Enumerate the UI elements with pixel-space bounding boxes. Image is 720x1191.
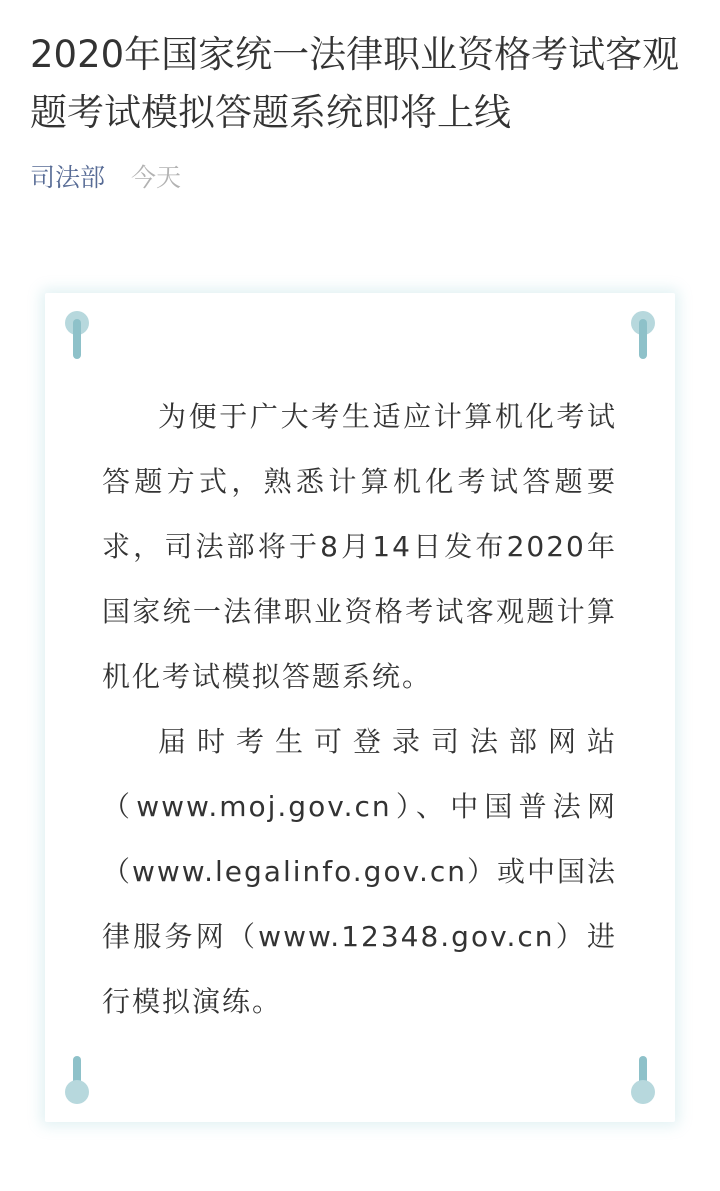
- pin-icon: [65, 311, 89, 377]
- notice-paragraph: 届时考生可登录司法部网站（www.moj.gov.cn）、中国普法网（www.legalinfo.gov.cn）或中国法律服务网（www.12348.gov.cn）进行模拟演练。: [102, 725, 618, 1018]
- pin-icon: [631, 311, 655, 377]
- article-title: 2020年国家统一法律职业资格考试客观题考试模拟答题系统即将上线: [30, 33, 680, 134]
- notice-card: [45, 293, 675, 1122]
- pin-icon: [631, 1038, 655, 1104]
- notice-paragraph: 为便于广大考生适应计算机化考试答题方式，熟悉计算机化考试答题要求，司法部将于8月14日发布2020年国家统一法律职业资格考试客观题计算机化考试模拟答题系统。: [102, 400, 617, 693]
- article-meta: [30, 160, 181, 196]
- pin-icon: [65, 1038, 89, 1104]
- author-link[interactable]: 司法部: [30, 163, 106, 192]
- publish-date: 今天: [130, 163, 181, 192]
- notice-body: [102, 384, 617, 1034]
